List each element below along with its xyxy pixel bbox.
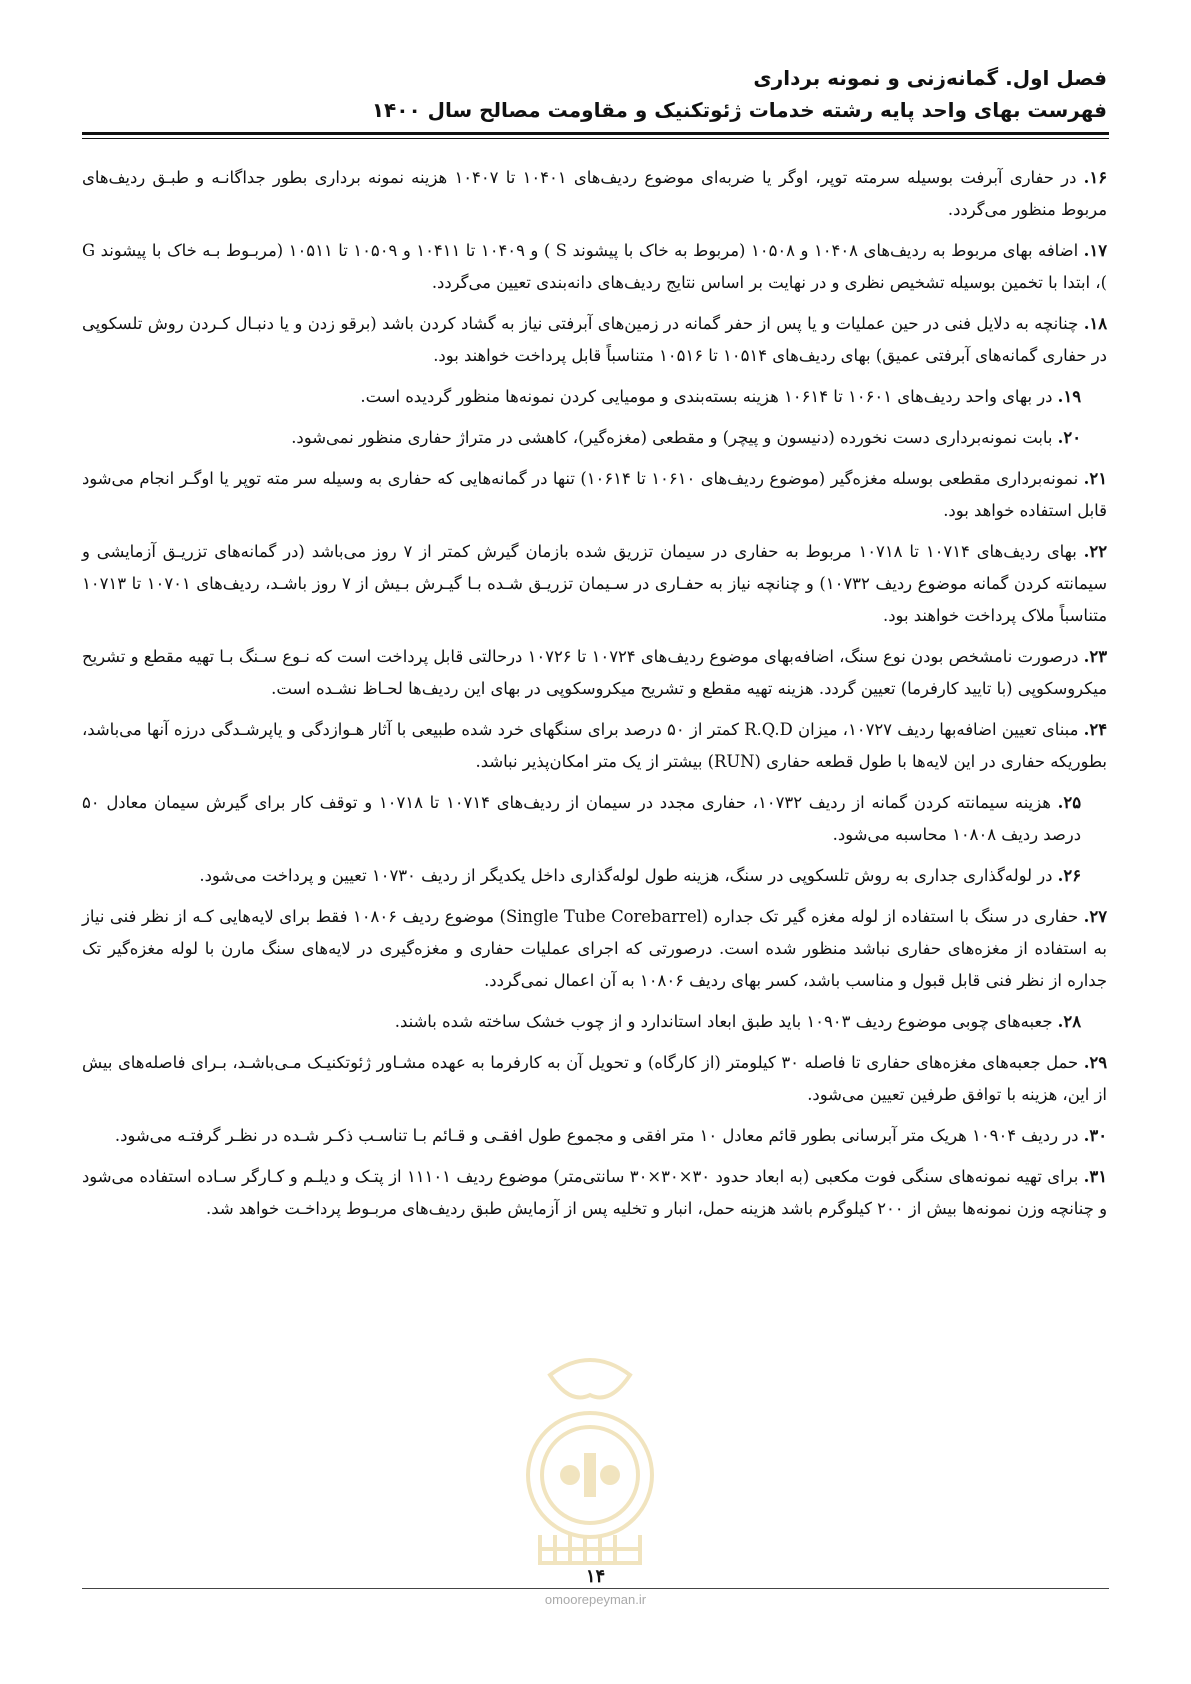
header-divider xyxy=(82,132,1109,139)
note-paragraph xyxy=(82,1006,1107,1038)
note-number: ۳۰. xyxy=(1083,1126,1107,1145)
note-text: چنانچه به دلایل فنی در حین عملیات و یا پس از حفر گمانه در زمین‌های آبرفتی نیاز به گشاد کردن باشد (برقو زدن و یا دنبـال کـردن روش تلسکوپی در حفاری گمانه‌های آبرفتی عمیق) بهای ردیف‌های ۱۰۵۱۴ تا ۱۰۵۱۶ متناسباً قابل پرداخت خواهند بود. xyxy=(82,314,1107,365)
note-number: ۱۶. xyxy=(1083,168,1107,187)
note-text: در لوله‌گذاری جداری به روش تلسکوپی در سنگ، هزینه طول لوله‌گذاری داخل یکدیگر از ردیف ۱۰۷۳۰ تعیین و پرداخت می‌شود. xyxy=(199,866,1053,885)
note-text: در بهای واحد ردیف‌های ۱۰۶۰۱ تا ۱۰۶۱۴ هزینه بسته‌بندی و مومیایی کردن نمونه‌ها منظور گردیده است. xyxy=(360,387,1053,406)
note-text: برای تهیه نمونه‌های سنگی فوت مکعبی (به ابعاد حدود ۳۰×۳۰×۳۰ سانتی‌متر) موضوع ردیف ۱۱۱۰۱ از پتـک و دیلـم و کـارگر سـاده استفاده می‌شود و چنانچه وزن نمونه‌ها بیش از ۲۰۰ کیلوگرم باشد هزینه حمل، انبار و تخلیه پس از آزمایش طبق ردیف‌های مربـوط پرداخـت خواهد شد. xyxy=(82,1167,1107,1218)
note-paragraph xyxy=(82,1120,1107,1152)
note-number: ۱۹. xyxy=(1057,387,1081,406)
note-paragraph xyxy=(82,422,1107,454)
note-number: ۳۱. xyxy=(1083,1167,1107,1186)
note-text: حمل جعبه‌های مغزه‌های حفاری تا فاصله ۳۰ کیلومتر (از کارگاه) و تحویل آن به کارفرما به عهده مشـاور ژئوتکنیـک مـی‌باشـد، بـرای فاصله‌های بیش از این، هزینه با توافق طرفین تعیین می‌شود. xyxy=(82,1053,1107,1104)
note-text: در حفاری آبرفت بوسیله سرمته توپر، اوگر یا ضربه‌ای موضوع ردیف‌های ۱۰۴۰۱ تا ۱۰۴۰۷ هزینه نمونه برداری بطور جداگانـه و طبـق ردیف‌های مربوط منظور می‌گردد. xyxy=(82,168,1107,219)
note-text: بهای ردیف‌های ۱۰۷۱۴ تا ۱۰۷۱۸ مربوط به حفاری در سیمان تزریق شده بازمان گیرش کمتر از ۷ روز می‌باشد (در گمانه‌های تزریـق آزمایشی و سیمانته کردن گمانه موضوع ردیف ۱۰۷۳۲) و چنانچه نیاز به حفـاری در سـیمان تزریـق شـده بـا گیـرش بـیش از ۷ روز باشـد، ردیف‌های ۱۰۷۰۱ تا ۱۰۷۱۳ متناسباً ملاک پرداخت خواهند بود. xyxy=(82,542,1108,625)
note-paragraph xyxy=(82,714,1107,778)
document-title: فهرست بهای واحد پایه رشته خدمات ژئوتکنیک و مقاومت مصالح سال ۱۴۰۰ xyxy=(371,98,1107,122)
note-paragraph xyxy=(82,787,1107,851)
note-text: جعبه‌های چوبی موضوع ردیف ۱۰۹۰۳ باید طبق ابعاد استاندارد و از چوب خشک ساخته شده باشند. xyxy=(394,1012,1053,1031)
site-watermark-text: omoorepeyman.ir xyxy=(544,1592,647,1607)
note-number: ۱۷. xyxy=(1083,241,1107,260)
note-number: ۱۸. xyxy=(1083,314,1108,333)
note-paragraph xyxy=(82,641,1107,705)
notes-body xyxy=(82,162,1107,1234)
note-number: ۲۲. xyxy=(1083,542,1107,561)
note-paragraph xyxy=(82,381,1107,413)
note-paragraph xyxy=(82,235,1107,299)
note-number: ۲۳. xyxy=(1083,647,1107,666)
note-paragraph xyxy=(82,536,1107,632)
note-number: ۲۱. xyxy=(1083,469,1107,488)
note-text: در ردیف ۱۰۹۰۴ هریک متر آبرسانی بطور قائم معادل ۱۰ متر افقی و مجموع طول افقـی و قـائم بـا تناسـب ذکـر شـده در نظـر گرفتـه می‌شود. xyxy=(114,1126,1079,1145)
note-text: مبنای تعیین اضافه‌بها ردیف ۱۰۷۲۷، میزان R.Q.D کمتر از ۵۰ درصد برای سنگهای خرد شده طبیعی با آثار هـوازدگی و یاپرشـدگی درزه آنها می‌باشد، بطوریکه حفاری در این لایه‌ها با طول قطعه حفاری (RUN) بیشتر از یک متر امکان‌پذیر نباشد. xyxy=(82,720,1107,771)
note-text: اضافه بهای مربوط به ردیف‌های ۱۰۴۰۸ و ۱۰۵۰۸ (مربوط به خاک با پیشوند S ) و ۱۰۴۰۹ تا ۱۰۴۱۱ و ۱۰۵۰۹ تا ۱۰۵۱۱ (مربـوط بـه خاک با پیشوند G )، ابتدا با تخمین بوسیله تشخیص نظری و در نهایت بر اساس نتایج ردیف‌های دانه‌بندی تعیین می‌گردد. xyxy=(82,241,1107,292)
page-number: ۱۴ xyxy=(585,1566,606,1587)
chapter-title: فصل اول. گمانه‌زنی و نمونه برداری xyxy=(753,66,1107,90)
note-paragraph xyxy=(82,860,1107,892)
note-number: ۲۵. xyxy=(1057,793,1081,812)
note-paragraph xyxy=(82,162,1107,226)
note-number: ۲۰. xyxy=(1057,428,1081,447)
note-text: هزینه سیمانته کردن گمانه از ردیف ۱۰۷۳۲، حفاری مجدد در سیمان از ردیف‌های ۱۰۷۱۴ تا ۱۰۷۱۸ و توقف کار برای گیرش سیمان معادل ۵۰ درصد ردیف ۱۰۸۰۸ محاسبه می‌شود. xyxy=(82,793,1081,844)
note-number: ۲۹. xyxy=(1083,1053,1108,1072)
note-text: حفاری در سنگ با استفاده از لوله مغزه گیر تک جداره (Single Tube Corebarrel) موضوع ردیف ۱۰۸۰۶ فقط برای لایه‌هایی کـه از نظر فنی نیاز به استفاده از مغزه‌های حفاری نباشد منظور شده است. درصورتی که اجرای عملیات حفاری و مغزه‌گیری در لایه‌های سنگ مارن با لوله مغزه‌گیر تک جداره از نظر فنی قابل قبول و مناسب باشد، کسر بهای ردیف ۱۰۸۰۶ به آن اعمال نمی‌گردد. xyxy=(82,907,1107,990)
note-paragraph xyxy=(82,1161,1107,1225)
note-text: درصورت نامشخص بودن نوع سنگ، اضافه‌بهای موضوع ردیف‌های ۱۰۷۲۴ تا ۱۰۷۲۶ درحالتی قابل پرداخت است که نـوع سـنگ بـا تهیه مقطع و تشریح میکروسکوپی (با تایید کارفرما) تعیین گردد. هزینه تهیه مقطع و تشریح میکروسکوپی در بهای این ردیف‌ها لحـاظ نشـده است. xyxy=(82,647,1107,698)
note-number: ۲۴. xyxy=(1083,720,1107,739)
note-paragraph xyxy=(82,901,1107,997)
watermark-logo xyxy=(500,1335,680,1565)
note-number: ۲۶. xyxy=(1057,866,1081,885)
note-number: ۲۷. xyxy=(1083,907,1107,926)
page-header xyxy=(80,62,1107,126)
note-text: نمونه‌برداری مقطعی بوسله مغزه‌گیر (موضوع ردیف‌های ۱۰۶۱۰ تا ۱۰۶۱۴) تنها در گمانه‌هایی که حفاری به وسیله سر مته توپر یا اوگـر انجام می‌شود قابل استفاده خواهد بود. xyxy=(82,469,1107,520)
note-number: ۲۸. xyxy=(1057,1012,1081,1031)
note-paragraph xyxy=(82,463,1107,527)
note-paragraph xyxy=(82,1047,1107,1111)
footer-divider xyxy=(82,1588,1109,1589)
note-paragraph xyxy=(82,308,1107,372)
note-text: بابت نمونه‌برداری دست نخورده (دنیسون و پیچر) و مقطعی (مغزه‌گیر)، کاهشی در متراژ حفاری منظور نمی‌شود. xyxy=(291,428,1053,447)
